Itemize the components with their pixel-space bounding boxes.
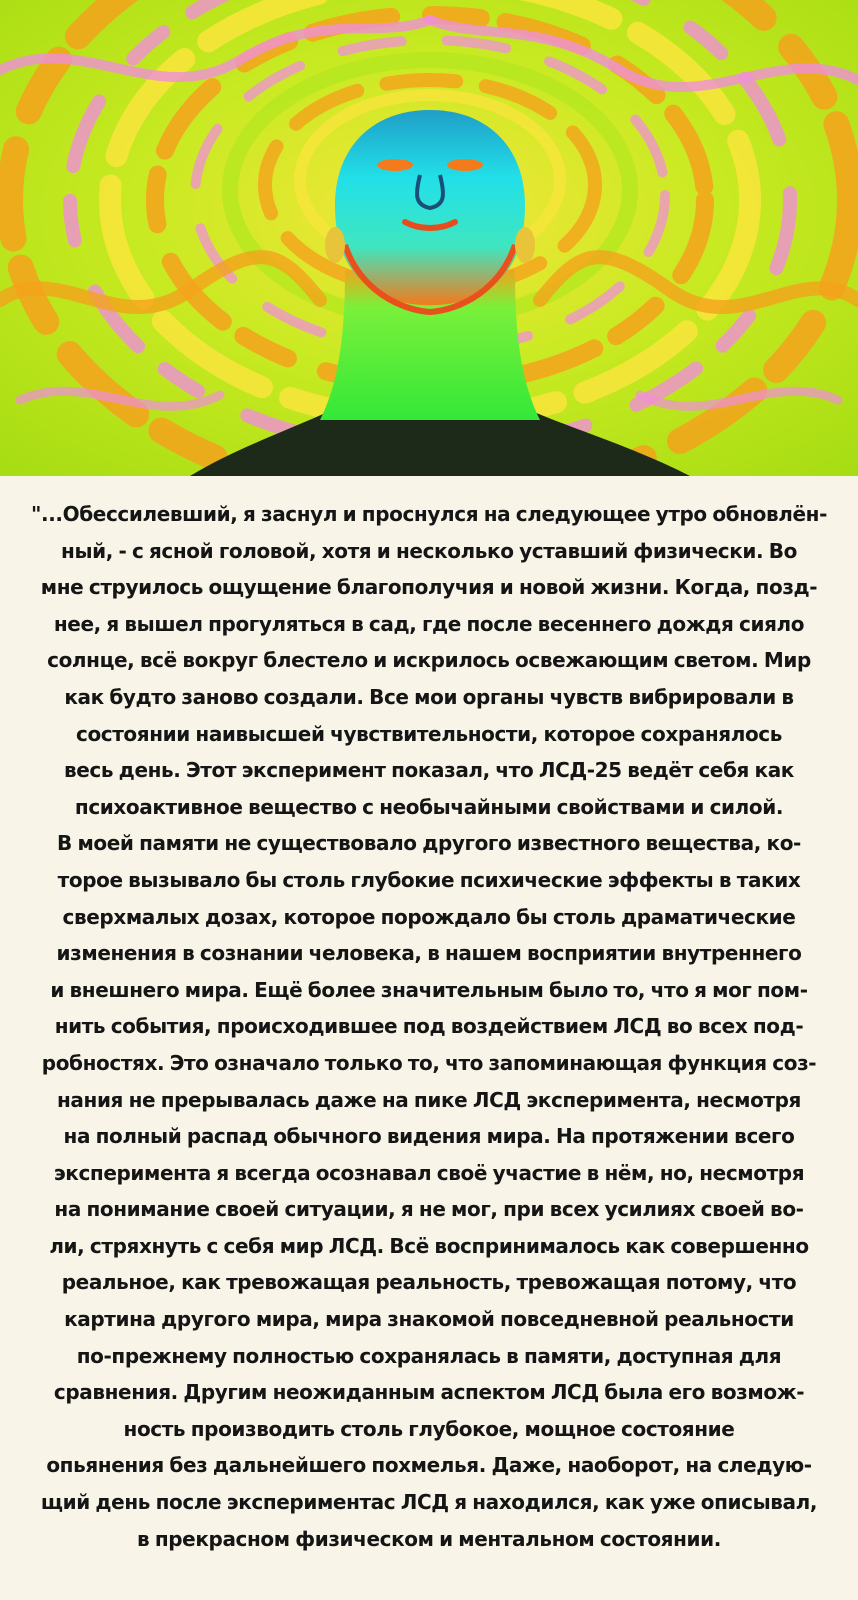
- quote-line: В моей памяти не существовало другого известного вещества, ко-: [57, 831, 801, 856]
- left-ear: [325, 227, 345, 263]
- quote-line: сверхмалых дозах, которое порождало бы столь драматические: [62, 904, 796, 929]
- right-ear: [515, 227, 535, 263]
- quote-line: нее, я вышел прогуляться в сад, где после весеннего дождя сияло: [53, 611, 805, 636]
- quote-line: мне струилось ощущение благополучия и новой жизни. Когда, позд-: [40, 575, 818, 600]
- quote-line: реальное, как тревожащая реальность, тревожащая потому, что: [61, 1270, 797, 1295]
- quote-line: состоянии наивысшей чувствительности, которое сохранялось: [75, 721, 782, 746]
- quote-line: изменения в сознании человека, в нашем восприятии внутреннего: [56, 941, 802, 966]
- quote-line: опьянения без дальнейшего похмелья. Даже, наоборот, на следую-: [46, 1453, 812, 1478]
- quote-line: картина другого мира, мира знакомой повседневной реальности: [64, 1307, 794, 1332]
- right-eye: [447, 159, 483, 171]
- quote-line: нить события, происходившее под воздействием ЛСД во всех под-: [54, 1014, 804, 1039]
- left-eye: [377, 159, 413, 171]
- quote-line: ность производить столь глубокое, мощное состояние: [123, 1416, 735, 1441]
- quote-line: сравнения. Другим неожиданным аспектом ЛСД была его возмож-: [53, 1380, 805, 1405]
- quote-line: и внешнего мира. Ещё более значительным было то, что я мог пом-: [50, 977, 808, 1002]
- quote-line: в прекрасном физическом и ментальном состоянии.: [137, 1526, 721, 1551]
- quote-line: торое вызывало бы столь глубокие психические эффекты в таких: [57, 867, 801, 892]
- quote-line: солнце, всё вокруг блестело и искрилось освежающим светом. Мир: [47, 648, 811, 673]
- quote-line: эксперимента я всегда осознавал своё участие в нём, но, несмотря: [53, 1160, 805, 1185]
- quote-line: нания не прерывалась даже на пике ЛСД эксперимента, несмотря: [57, 1087, 801, 1112]
- quote-line: психоактивное вещество с необычайными свойствами и силой.: [74, 794, 784, 819]
- psychedelic-portrait-image: [0, 0, 858, 476]
- quote-line: на полный распад обычного видения мира. На протяжении всего: [63, 1124, 795, 1149]
- quote-line: на понимание своей ситуации, я не мог, при всех усилиях своей во-: [54, 1197, 804, 1222]
- quote-text-block: [0, 496, 858, 1557]
- quote-line: весь день. Этот эксперимент показал, что ЛСД-25 ведёт себя как: [64, 758, 794, 783]
- quote-line: ный, - с ясной головой, хотя и несколько уставший физически. Во: [61, 538, 797, 563]
- quote-line: щий день после экспериментас ЛСД я находился, как уже описывал,: [40, 1490, 818, 1515]
- quote-line: как будто заново создали. Все мои органы чувств вибрировали в: [64, 684, 794, 709]
- quote-line: робностях. Это означало только то, что запоминающая функция соз-: [41, 1050, 817, 1075]
- quote-line: по-прежнему полностью сохранялась в памяти, доступная для: [76, 1343, 782, 1368]
- quote-line: "...Обессилевший, я заснул и проснулся на следующее утро обновлён-: [31, 502, 827, 526]
- quote-line: ли, стряхнуть с себя мир ЛСД. Всё воспринималось как совершенно: [49, 1233, 809, 1258]
